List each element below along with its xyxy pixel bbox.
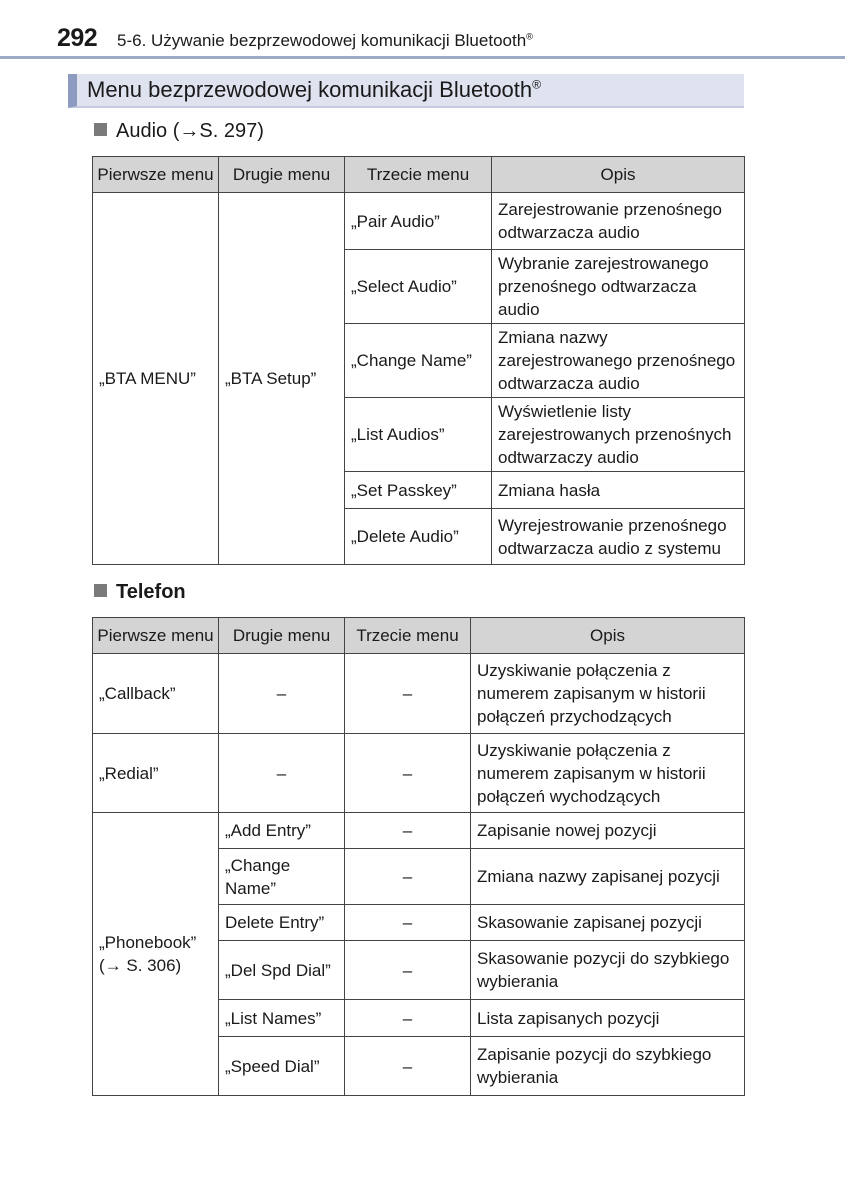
- column-header: Opis: [492, 157, 745, 193]
- second-menu-cell: „Add Entry”: [219, 813, 345, 849]
- audio-menu-table: [92, 156, 745, 565]
- table-header-row: [93, 157, 745, 193]
- description-cell: Zapisanie nowej pozycji: [471, 813, 745, 849]
- second-menu-cell: „List Names”: [219, 1000, 345, 1037]
- third-menu-cell: „Delete Audio”: [345, 509, 492, 565]
- table-row: [93, 813, 745, 849]
- description-cell: Wybranie zarejestrowanego przenośnego odtwarzacza audio: [492, 250, 745, 324]
- description-cell: Uzyskiwanie połączenia z numerem zapisanym w historii połączeń przychodzących: [471, 654, 745, 734]
- description-cell: Zmiana hasła: [492, 472, 745, 509]
- header-rule: [0, 56, 845, 59]
- description-cell: Zarejestrowanie przenośnego odtwarzacza audio: [492, 193, 745, 250]
- third-menu-cell: –: [345, 654, 471, 734]
- third-menu-cell: –: [345, 905, 471, 941]
- audio-title: Audio (→S. 297): [116, 120, 264, 142]
- second-menu-cell: „Speed Dial”: [219, 1037, 345, 1096]
- description-cell: Wyrejestrowanie przenośnego odtwarzacza audio z systemu: [492, 509, 745, 565]
- table-row: [93, 734, 745, 813]
- description-cell: Skasowanie zapisanej pozycji: [471, 905, 745, 941]
- second-menu-cell: –: [219, 734, 345, 813]
- third-menu-cell: „Select Audio”: [345, 250, 492, 324]
- page-number: 292: [57, 24, 98, 52]
- square-bullet-icon: [94, 123, 107, 136]
- square-bullet-icon: [94, 584, 107, 597]
- phone-title: Telefon: [116, 581, 186, 603]
- third-menu-cell: –: [345, 1000, 471, 1037]
- description-cell: Zmiana nazwy zarejestrowanego przenośnego odtwarzacza audio: [492, 324, 745, 398]
- second-menu-cell: „BTA Setup”: [219, 193, 345, 565]
- description-cell: Wyświetlenie listy zarejestrowanych przenośnych odtwarzaczy audio: [492, 398, 745, 472]
- section-title: Menu bezprzewodowej komunikacji Bluetooth: [87, 77, 533, 102]
- description-cell: Zmiana nazwy zapisanej pozycji: [471, 849, 745, 905]
- phone-subheading: [94, 577, 744, 607]
- section-heading-bar: [68, 74, 744, 108]
- description-cell: Skasowanie pozycji do szybkiego wybierania: [471, 941, 745, 1000]
- column-header: Pierwsze menu: [93, 618, 219, 654]
- second-menu-cell: –: [219, 654, 345, 734]
- column-header: Drugie menu: [219, 157, 345, 193]
- registered-mark: ®: [532, 77, 542, 92]
- third-menu-cell: „List Audios”: [345, 398, 492, 472]
- table-row: [93, 654, 745, 734]
- third-menu-cell: „Change Name”: [345, 324, 492, 398]
- running-title: 5-6. Używanie bezprzewodowej komunikacji Bluetooth: [117, 31, 527, 50]
- phone-menu-table: [92, 617, 745, 1096]
- description-cell: Uzyskiwanie połączenia z numerem zapisanym w historii połączeń wychodzących: [471, 734, 745, 813]
- third-menu-cell: –: [345, 1037, 471, 1096]
- column-header: Drugie menu: [219, 618, 345, 654]
- running-header: [117, 31, 533, 51]
- third-menu-cell: „Set Passkey”: [345, 472, 492, 509]
- second-menu-cell: Delete Entry”: [219, 905, 345, 941]
- first-menu-cell: „Phonebook” (→ S. 306): [93, 813, 219, 1096]
- registered-mark: ®: [526, 31, 534, 42]
- second-menu-cell: „Change Name”: [219, 849, 345, 905]
- first-menu-cell: „BTA MENU”: [93, 193, 219, 565]
- column-header: Pierwsze menu: [93, 157, 219, 193]
- table-row: [93, 193, 745, 250]
- third-menu-cell: –: [345, 813, 471, 849]
- description-cell: Lista zapisanych pozycji: [471, 1000, 745, 1037]
- third-menu-cell: „Pair Audio”: [345, 193, 492, 250]
- first-menu-cell: „Redial”: [93, 734, 219, 813]
- description-cell: Zapisanie pozycji do szybkiego wybierania: [471, 1037, 745, 1096]
- table-header-row: [93, 618, 745, 654]
- second-menu-cell: „Del Spd Dial”: [219, 941, 345, 1000]
- column-header: Trzecie menu: [345, 157, 492, 193]
- audio-subheading: [94, 116, 744, 146]
- third-menu-cell: –: [345, 941, 471, 1000]
- third-menu-cell: –: [345, 734, 471, 813]
- column-header: Opis: [471, 618, 745, 654]
- column-header: Trzecie menu: [345, 618, 471, 654]
- third-menu-cell: –: [345, 849, 471, 905]
- first-menu-cell: „Callback”: [93, 654, 219, 734]
- page-content: [92, 116, 744, 1096]
